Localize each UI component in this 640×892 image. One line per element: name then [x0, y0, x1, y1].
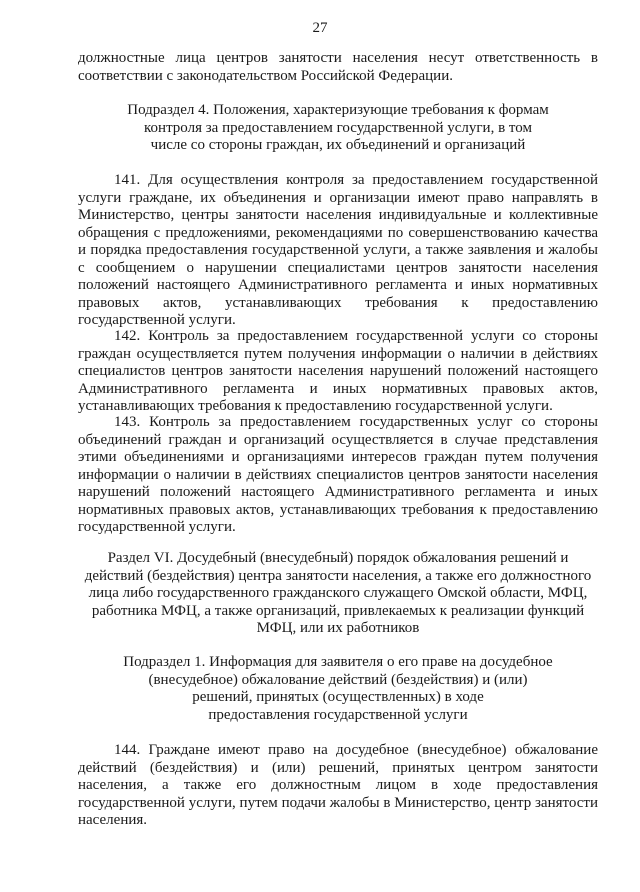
heading-line: Подраздел 1. Информация для заявителя о его праве на досудебное [123, 654, 553, 670]
subsection-1-heading [78, 654, 598, 724]
heading-line: Раздел VI. Досудебный (внесудебный) порядок обжалования решений и [107, 550, 569, 566]
section-6-heading [68, 550, 608, 638]
heading-line: работника МФЦ, а также организаций, привлекаемых к реализации функций [91, 602, 585, 619]
intro-paragraph: должностные лица центров занятости населения несут ответственность в соответствии с законодательством Российской Федерации. [78, 50, 598, 84]
paragraph-144: 144. Граждане имеют право на досудебное (внесудебное) обжалование действий (бездействия) и (или) решений, принятых центром занятости населения, а также его должностным лицом в ходе предоставления государственной услуги, путем подачи жалобы в Министерство, центр занятости населения. [78, 742, 598, 828]
heading-line: предоставления государственной услуги [208, 706, 468, 723]
page-number: 27 [312, 20, 328, 36]
heading-line: (внесудебное) обжалование действий (бездействия) и (или) [148, 671, 528, 688]
paragraph-141: 141. Для осуществления контроля за предоставлением государственной услуги граждане, их объединения и организации имеют право направлять в Министерство, центры занятости населения индивидуальные и коллективные обращения с предложениями, рекомендациями по совершенствованию качества и порядка предоставления государственной услуги, а также заявления и жалобы с сообщением о нарушении специалистами центров занятости населения положений настоящего Административного регламента и иных нормативных правовых актов, устанавливающих требования к предоставлению государственной услуги. [78, 172, 598, 328]
paragraph-142: 142. Контроль за предоставлением государственной услуги со стороны граждан осуществляется путем получения информации о наличии в действиях специалистов центров занятости населения нарушений положений настоящего Административного регламента и иных нормативных правовых актов, устанавливающих требования к предоставлению государственной услуги. [78, 328, 598, 414]
heading-line: Подраздел 4. Положения, характеризующие требования к формам [127, 102, 549, 118]
heading-line: действий (бездействия) центра занятости населения, а также его должностного [84, 567, 592, 584]
heading-line: лица либо государственного гражданского служащего Омской области, МФЦ, [88, 585, 588, 601]
subsection-4-heading [78, 102, 598, 155]
heading-line: числе со стороны граждан, их объединений и организаций [150, 137, 526, 153]
heading-line: контроля за предоставлением государственной услуги, в том [144, 119, 532, 136]
heading-line: МФЦ, или их работников [256, 620, 420, 636]
paragraph-143: 143. Контроль за предоставлением государственных услуг со стороны объединений граждан и организаций осуществляется в случае представления этими объединениями и организациями интересов граждан путем получения информации о наличии в действиях специалистов центров занятости населения нарушений положений настоящего Административного регламента и иных нормативных правовых актов, устанавливающих требования к предоставлению государственной услуги. [78, 414, 598, 535]
heading-line: решений, принятых (осуществленных) в ходе [192, 689, 484, 705]
